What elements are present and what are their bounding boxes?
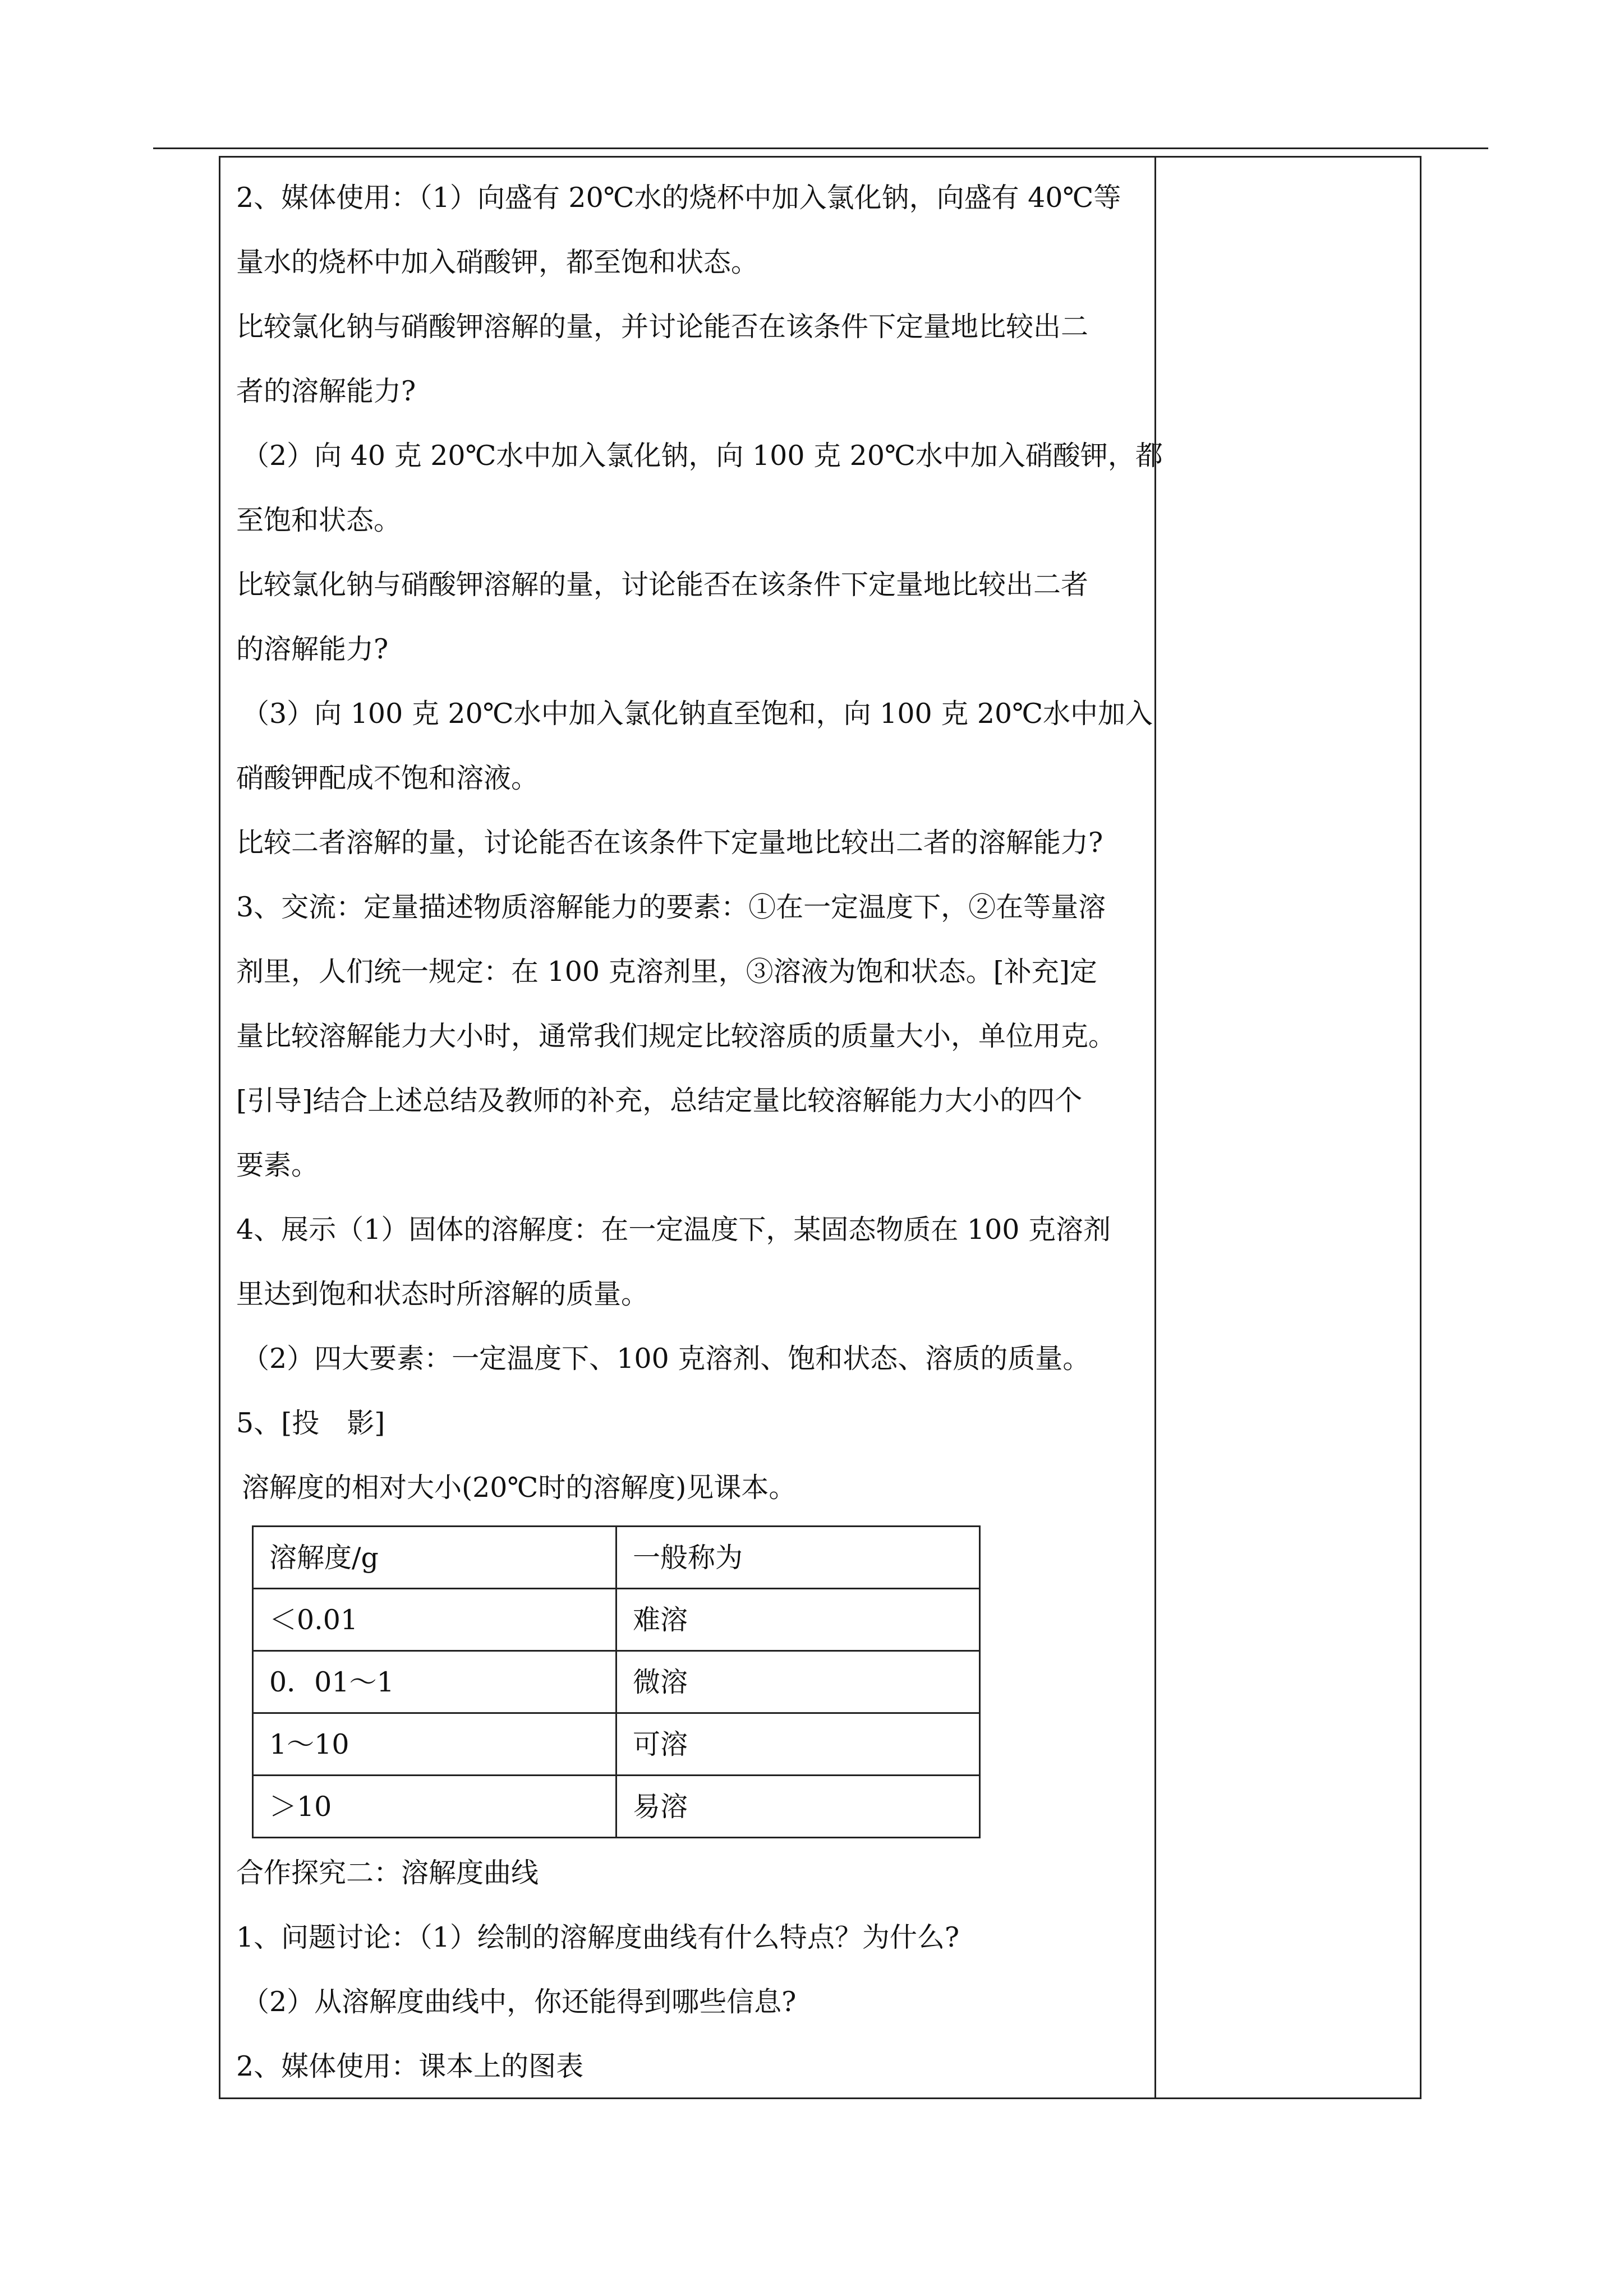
column-header-term: 一般称为 [617, 1527, 980, 1589]
compare-question-2: 比较氯化钠与硝酸钾溶解的量，讨论能否在该条件下定量地比较出二者 [236, 569, 1089, 601]
table-row [253, 1713, 980, 1776]
exchange-paragraph-line: 量比较溶解能力大小时，通常我们规定比较溶质的质量大小，单位用克。 [236, 1020, 1116, 1052]
solubility-range-cell: 1～10 [253, 1713, 617, 1776]
media-use-textbook: 2、媒体使用：课本上的图表 [236, 2050, 584, 2082]
problem-discussion: 1、问题讨论：（1）绘制的溶解度曲线有什么特点？为什么? [236, 1921, 960, 1953]
problem-discussion-2: （2）从溶解度曲线中，你还能得到哪些信息? [242, 1986, 797, 2018]
solubility-term-cell: 可溶 [617, 1713, 980, 1776]
display-four-elements: （2）四大要素：一定温度下、100 克溶剂、饱和状态、溶质的质量。 [242, 1343, 1091, 1375]
media-use-item-2-cont: 至饱和状态。 [236, 504, 402, 536]
inquiry-2-title: 合作探究二：溶解度曲线 [236, 1857, 539, 1889]
display-paragraph-line: 里达到饱和状态时所溶解的质量。 [236, 1278, 649, 1310]
display-paragraph-line: 4、展示（1）固体的溶解度：在一定温度下，某固态物质在 100 克溶剂 [236, 1214, 1111, 1246]
media-use-item-3-cont: 硝酸钾配成不饱和溶液。 [236, 762, 539, 794]
compare-question-1-cont: 者的溶解能力? [236, 375, 416, 407]
solubility-table [252, 1525, 981, 1838]
lesson-content-cell [236, 165, 1163, 2099]
exchange-paragraph-line: 要素。 [236, 1149, 319, 1181]
table-row [253, 1776, 980, 1838]
solubility-term-cell: 微溶 [617, 1651, 980, 1713]
solubility-range-cell: ＞10 [253, 1776, 617, 1838]
media-use-item-1-cont: 量水的烧杯中加入硝酸钾，都至饱和状态。 [236, 246, 759, 278]
projection-heading: 5、[投 影] [236, 1407, 385, 1439]
solubility-term-cell: 难溶 [617, 1589, 980, 1651]
exchange-paragraph-line: 3、交流：定量描述物质溶解能力的要素：①在一定温度下，②在等量溶 [236, 891, 1106, 923]
solubility-table-header-row [253, 1527, 980, 1589]
exchange-paragraph-line: [引导]结合上述总结及教师的补充，总结定量比较溶解能力大小的四个 [236, 1085, 1083, 1117]
media-use-item-2: （2）向 40 克 20℃水中加入氯化钠，向 100 克 20℃水中加入硝酸钾，都 [242, 440, 1163, 472]
compare-question-1: 比较氯化钠与硝酸钾溶解的量，并讨论能否在该条件下定量地比较出二 [236, 311, 1089, 343]
projection-caption: 溶解度的相对大小(20℃时的溶解度)见课本。 [242, 1472, 797, 1504]
page-header-rule [153, 147, 1488, 149]
media-use-item-3: （3）向 100 克 20℃水中加入氯化钠直至饱和，向 100 克 20℃水中加入 [242, 698, 1153, 730]
media-use-item-1: 2、媒体使用：（1）向盛有 20℃水的烧杯中加入氯化钠，向盛有 40℃等 [236, 182, 1121, 214]
compare-question-3: 比较二者溶解的量，讨论能否在该条件下定量地比较出二者的溶解能力? [236, 827, 1103, 859]
compare-question-2-cont: 的溶解能力? [236, 633, 389, 665]
solubility-range-cell: 0．01～1 [253, 1651, 617, 1713]
column-header-solubility: 溶解度/g [253, 1527, 617, 1589]
solubility-range-cell: ＜0.01 [253, 1589, 617, 1651]
exchange-paragraph-line: 剂里，人们统一规定：在 100 克溶剂里，③溶液为饱和状态。[补充]定 [236, 956, 1097, 988]
table-row [253, 1651, 980, 1713]
lesson-plan-table [219, 156, 1421, 2099]
table-row [253, 1589, 980, 1651]
solubility-term-cell: 易溶 [617, 1776, 980, 1838]
